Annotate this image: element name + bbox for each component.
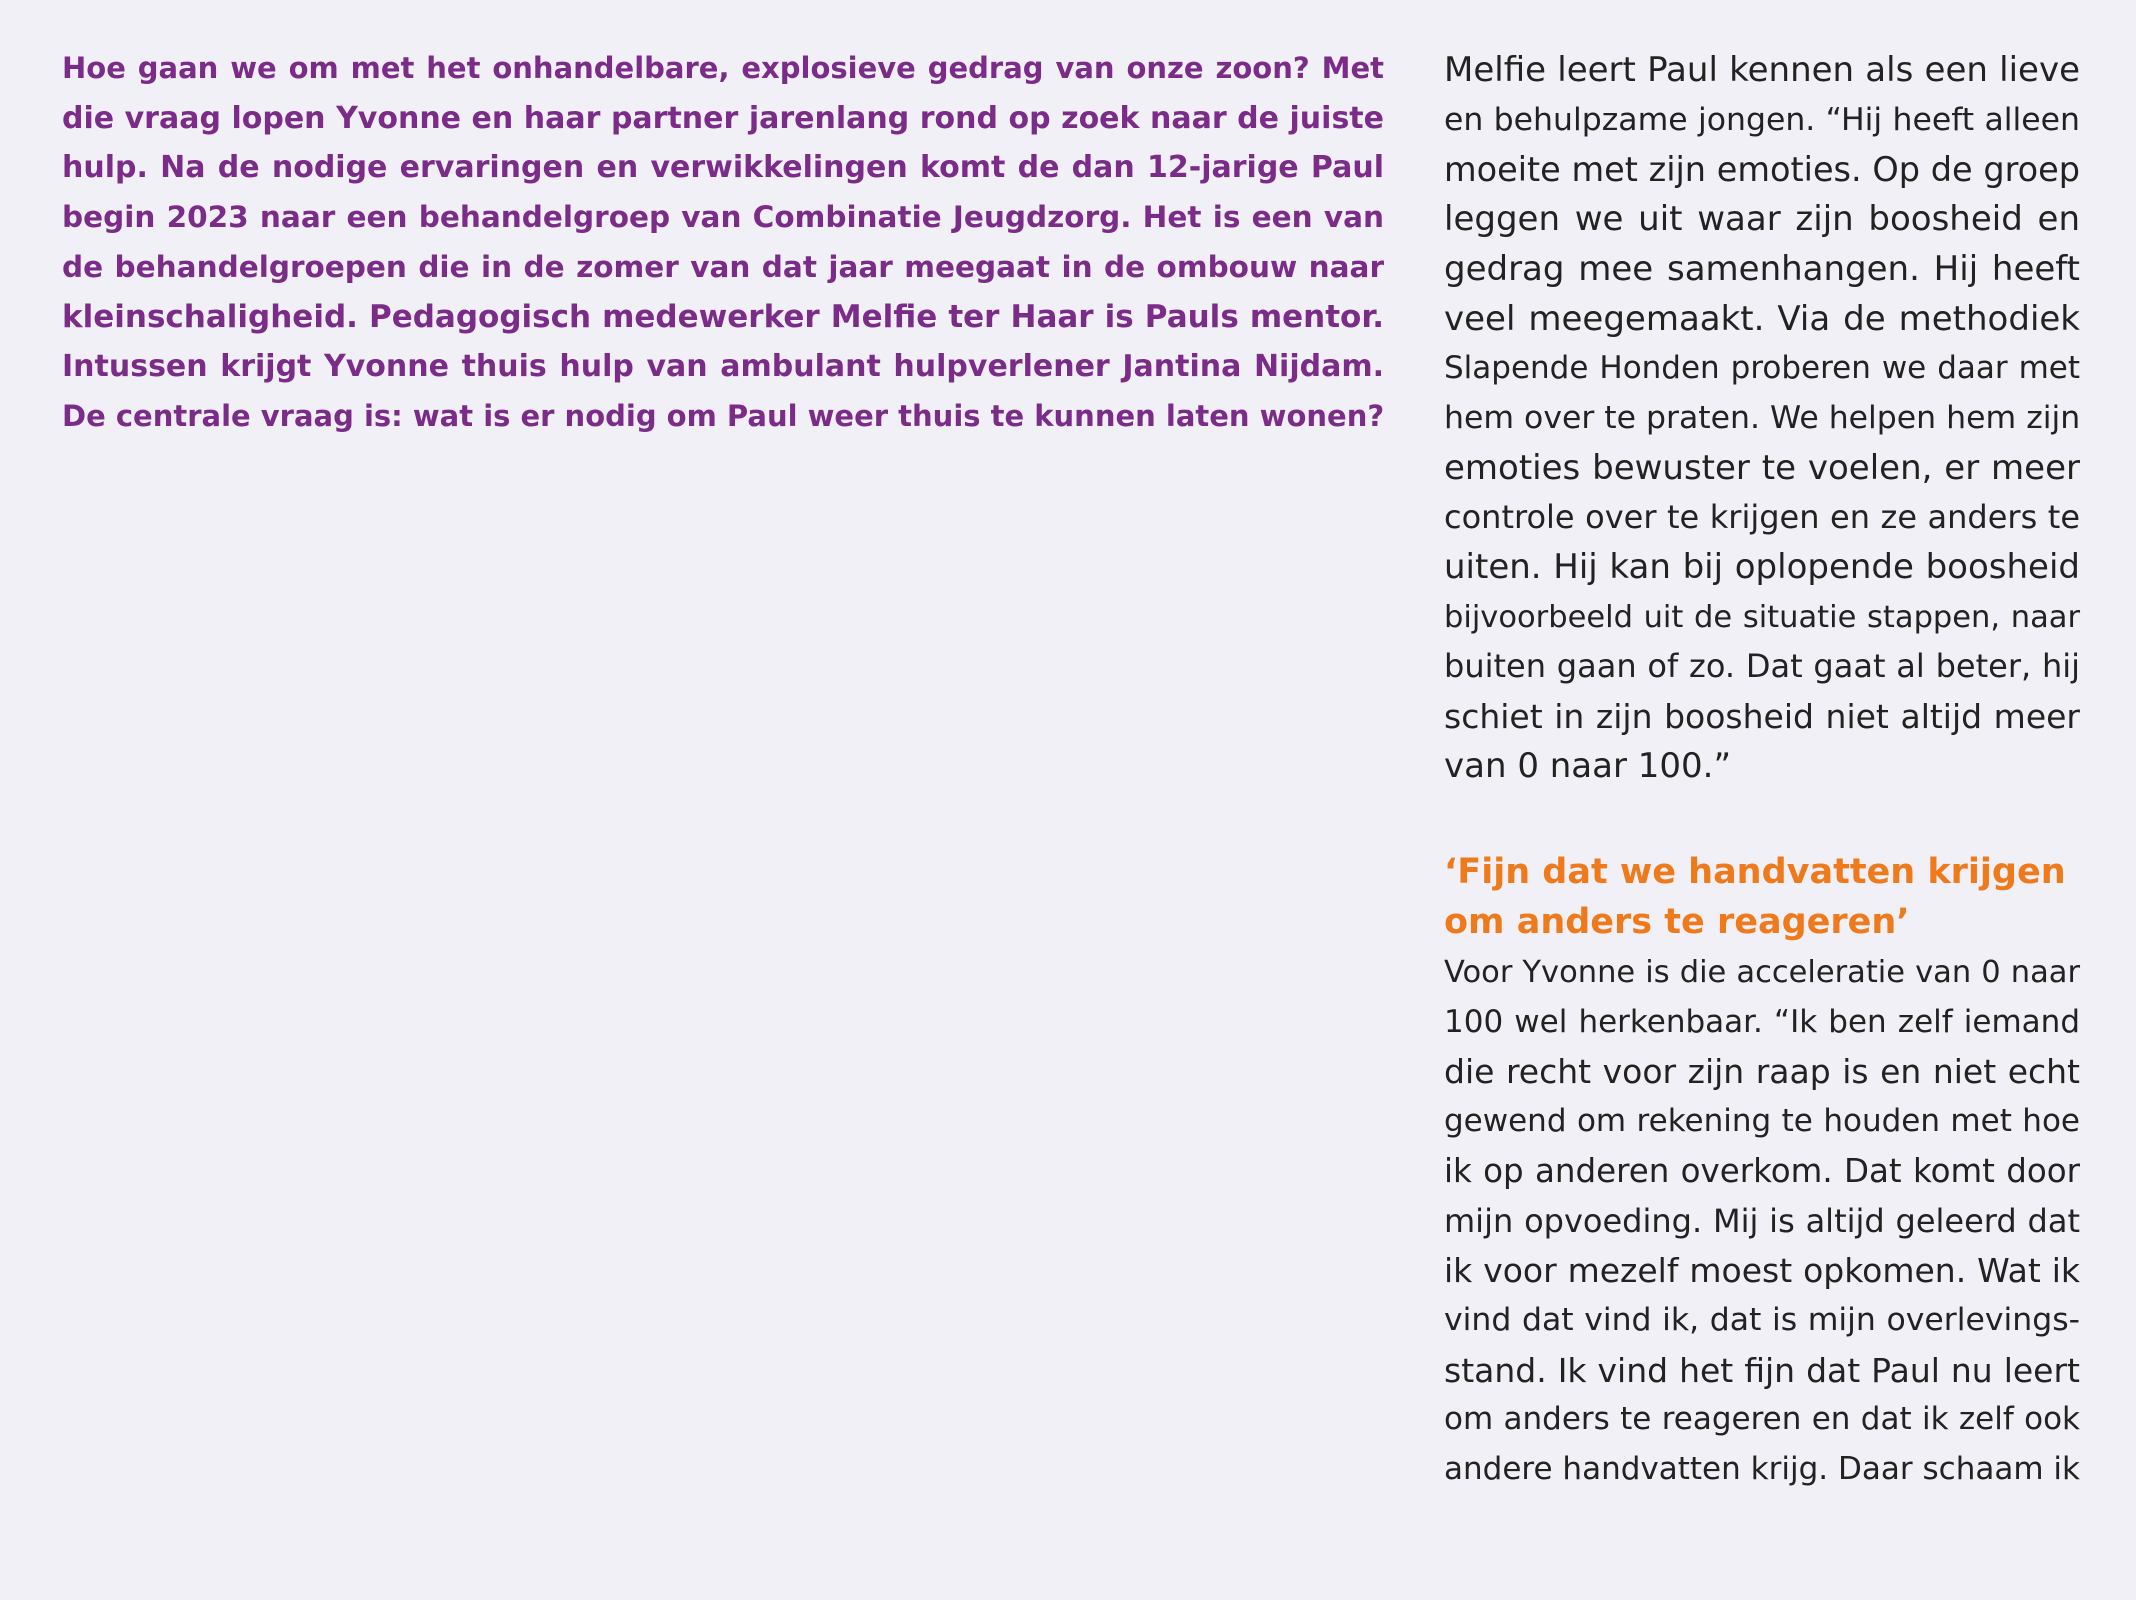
intro-line: Intussen krijgt Yvonne thuis hulp van ambulant hulpverlener Jantina Nijdam. [62,349,1384,385]
body-line: die recht voor zijn raap is en niet echt [1444,1052,2080,1092]
body-line: leggen we uit waar zijn boosheid en [1444,199,2080,240]
body-line: gewend om rekening te houden met hoe [1444,1103,2080,1140]
body-line: schiet in zijn boosheid niet altijd meer [1444,697,2080,737]
body-line: controle over te krijgen en ze anders te [1444,498,2080,537]
body-line: 100 wel herkenbaar. “Ik ben zelf iemand [1444,1003,2080,1040]
body-line: om anders te reageren en dat ik zelf ook [1444,1401,2080,1438]
intro-line: die vraag lopen Yvonne en haar partner jarenlang rond op zoek naar de juiste [62,100,1384,136]
intro-paragraph [62,44,1384,442]
body-line: van 0 naar 100.” [1444,745,1732,786]
intro-line: begin 2023 naar een behandelgroep van Combinatie Jeugdzorg. Het is een van [62,200,1384,235]
body-line: Voor Yvonne is die acceleratie van 0 naar [1444,955,2080,990]
body-paragraph-1 [1444,46,2080,792]
body-line: moeite met zijn emoties. Op de groep [1444,150,2080,190]
body-line: emoties bewuster te voelen, er meer [1444,447,2080,488]
intro-line: Hoe gaan we om met het onhandelbare, explosieve gedrag van onze zoon? Met [62,51,1384,85]
intro-line: hulp. Na de nodige ervaringen en verwikkelingen komt de dan 12-jarige Paul [62,150,1384,186]
subheading-line: ‘Fijn dat we handvatten krijgen [1444,852,2066,892]
body-line: bijvoorbeeld uit de situatie stappen, naar [1444,599,2080,635]
body-line: Slapende Honden proberen we daar met [1444,350,2080,387]
body-line: hem over te praten. We helpen hem zijn [1444,399,2081,436]
body-line: ik op anderen overkom. Dat komt door [1444,1151,2080,1190]
body-line: vind dat vind ik, dat is mijn overlevings- [1444,1301,2080,1338]
body-line: mijn opvoeding. Mij is altijd geleerd dat [1444,1201,2080,1240]
body-paragraph-2 [1444,948,2080,1495]
intro-line: De centrale vraag is: wat is er nodig om Paul weer thuis te kunnen laten wonen? [62,398,1385,433]
body-line: Melfie leert Paul kennen als een lieve [1444,50,2080,90]
body-line: en behulpzame jongen. “Hij heeft alleen [1444,101,2080,138]
body-line: buiten gaan of zo. Dat gaat al beter, hij [1444,647,2080,686]
section-subheading [1444,848,2080,947]
body-line: gedrag mee samenhangen. Hij heeft [1444,248,2080,289]
body-line: andere handvatten krijg. Daar schaam ik [1444,1451,2080,1488]
body-line: veel meegemaakt. Via de methodiek [1444,298,2080,339]
body-line: uiten. Hij kan bij oplopende boosheid [1444,547,2080,588]
body-line: stand. Ik vind het fijn dat Paul nu leert [1444,1350,2080,1390]
body-line: ik voor mezelf moest opkomen. Wat ik [1444,1251,2080,1291]
intro-line: de behandelgroepen die in de zomer van dat jaar meegaat in de ombouw naar [62,249,1384,284]
subheading-line: om anders te reageren’ [1444,901,1910,942]
intro-line: kleinschaligheid. Pedagogisch medewerker Melfie ter Haar is Pauls mentor. [62,298,1384,335]
